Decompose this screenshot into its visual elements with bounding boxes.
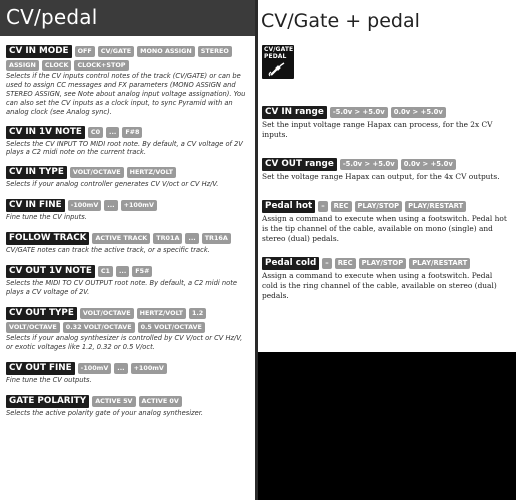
param-label: FOLLOW TRACK	[6, 232, 89, 245]
option-chip: HERTZ/VOLT	[137, 308, 186, 319]
param-description: Selects the active polarity gate of your analog synthesizer.	[6, 408, 203, 417]
param-description: Selects the CV INPUT TO MIDI root note. By default, a CV voltage of 2V plays a C2 midi note on the current track.	[6, 139, 243, 157]
option-chip: CV/GATE	[98, 46, 134, 57]
option-chip: –	[318, 201, 327, 212]
option-chip: VOLT/OCTAVE	[80, 308, 134, 319]
section-cv-out-type	[6, 307, 249, 352]
option-chip: C1	[98, 266, 113, 277]
param-description: Set the voltage range Hapax can output, for the 4x CV outputs.	[262, 171, 500, 181]
option-chip: MONO ASSIGN	[137, 46, 195, 57]
option-chip: -5.0v > +5.0v	[340, 159, 398, 170]
option-chip: C0	[88, 127, 103, 138]
option-chip: PLAY/RESTART	[409, 258, 470, 269]
param-description: Fine tune the CV outputs.	[6, 375, 92, 384]
page-title: CV/pedal	[6, 5, 98, 29]
param-label: GATE POLARITY	[6, 395, 89, 408]
section-pedal-cold	[262, 257, 510, 301]
option-chip: F5#	[132, 266, 152, 277]
option-chip: TR16A	[202, 233, 231, 244]
option-chip: ACTIVE 0V	[139, 396, 182, 407]
param-description: Assign a command to execute when using a footswitch. Pedal cold is the ring channel of the cable, available on stereo (dual) pedals.	[262, 271, 497, 301]
option-chip: -100mV	[68, 200, 102, 211]
section-title: CV/Gate + pedal	[261, 10, 420, 32]
section-cv-in-range	[262, 106, 510, 140]
param-label: CV IN MODE	[6, 45, 72, 58]
param-description: Fine tune the CV inputs.	[6, 213, 87, 222]
section-pedal-hot	[262, 200, 510, 244]
section-cv-out-1v-note	[6, 265, 249, 297]
option-chip: PLAY/STOP	[355, 201, 403, 212]
param-description: CV/GATE notes can track the active track, or a specific track.	[6, 246, 210, 255]
option-chip: VOLT/OCTAVE	[70, 167, 124, 178]
option-chip: +100mV	[131, 363, 167, 374]
param-description: Selects the MIDI TO CV OUTPUT root note. By default, a C2 midi note plays a CV voltage of 2V.	[6, 279, 237, 296]
param-description: Assign a command to execute when using a footswitch. Pedal hot is the tip channel of the cable, available on mono (single) and stereo (dual) pedals.	[262, 213, 507, 243]
option-chip: F#8	[122, 127, 142, 138]
section-cv-in-type	[6, 166, 249, 189]
section-cv-in-mode	[6, 45, 249, 117]
option-chip: PLAY/RESTART	[405, 201, 466, 212]
option-chip: OFF	[75, 46, 95, 57]
param-description: Selects if the CV inputs control notes of the track (CV/GATE) or can be used to assign CC messages and FX parameters (MONO ASSIGN and STEREO ASSIGN, see Note about analog input voltage assignation). You can also set the CV inputs as a clock input, to sync Pyramid with an analog clock (see Analog sync).	[6, 72, 246, 116]
blank-black-area	[258, 352, 516, 500]
option-chip: 1.2	[189, 308, 206, 319]
option-chip: ...	[114, 363, 127, 374]
option-chip: TR01A	[153, 233, 182, 244]
section-cv-out-fine	[6, 362, 249, 385]
param-description: Set the input voltage range Hapax can process, for the 2x CV inputs.	[262, 120, 493, 139]
jack-cable-icon	[268, 61, 288, 77]
param-label: CV IN range	[262, 106, 327, 119]
param-label: CV OUT 1V NOTE	[6, 265, 95, 278]
option-chip: ...	[185, 233, 198, 244]
param-label: CV OUT range	[262, 158, 337, 171]
option-chip: 0.0v > +5.0v	[391, 107, 446, 118]
param-label: CV OUT FINE	[6, 362, 75, 375]
option-chip: VOLT/OCTAVE	[6, 322, 60, 333]
param-label: CV IN TYPE	[6, 166, 67, 179]
param-label: CV IN 1V NOTE	[6, 126, 85, 139]
param-label: CV IN FINE	[6, 199, 65, 212]
option-chip: ACTIVE TRACK	[92, 233, 150, 244]
option-chip: CLOCK	[42, 60, 72, 71]
option-chip: -100mV	[78, 363, 112, 374]
section-cv-in-1v-note	[6, 126, 249, 158]
option-chip: -5.0v > +5.0v	[330, 107, 388, 118]
option-chip: –	[322, 258, 331, 269]
section-cv-in-fine	[6, 199, 249, 222]
option-chip: ...	[104, 200, 117, 211]
left-column	[0, 0, 255, 500]
left-header	[0, 0, 255, 36]
right-body	[262, 106, 510, 301]
cv-gate-pedal-icon	[262, 45, 294, 79]
section-follow-track	[6, 232, 249, 255]
option-chip: PLAY/STOP	[359, 258, 407, 269]
left-body	[0, 45, 255, 418]
section-cv-out-range	[262, 158, 510, 182]
section-gate-polarity	[6, 395, 249, 418]
option-chip: 0.5 VOLT/OCTAVE	[138, 322, 205, 333]
option-chip: REC	[335, 258, 356, 269]
option-chip: REC	[331, 201, 352, 212]
option-chip: CLOCK+STOP	[74, 60, 128, 71]
param-description: Selects if your analog synthesizer is controlled by CV V/oct or CV Hz/V, or exotic voltages like 1.2, 0.32 or 0.5 V/oct.	[6, 333, 243, 351]
param-description: Selects if your analog controller generates CV V/oct or CV Hz/V.	[6, 180, 219, 189]
icon-label: CV/GATE PEDAL	[264, 46, 294, 60]
option-chip: 0.32 VOLT/OCTAVE	[63, 322, 135, 333]
param-label: CV OUT TYPE	[6, 307, 77, 320]
option-chip: HERTZ/VOLT	[127, 167, 176, 178]
param-label: Pedal hot	[262, 200, 315, 213]
option-chip: ...	[106, 127, 119, 138]
option-chip: ACTIVE 5V	[92, 396, 135, 407]
option-chip: +100mV	[121, 200, 157, 211]
option-chip: ASSIGN	[6, 60, 39, 71]
option-chip: STEREO	[198, 46, 232, 57]
param-label: Pedal cold	[262, 257, 319, 270]
option-chip: 0.0v > +5.0v	[401, 159, 456, 170]
option-chip: ...	[116, 266, 129, 277]
